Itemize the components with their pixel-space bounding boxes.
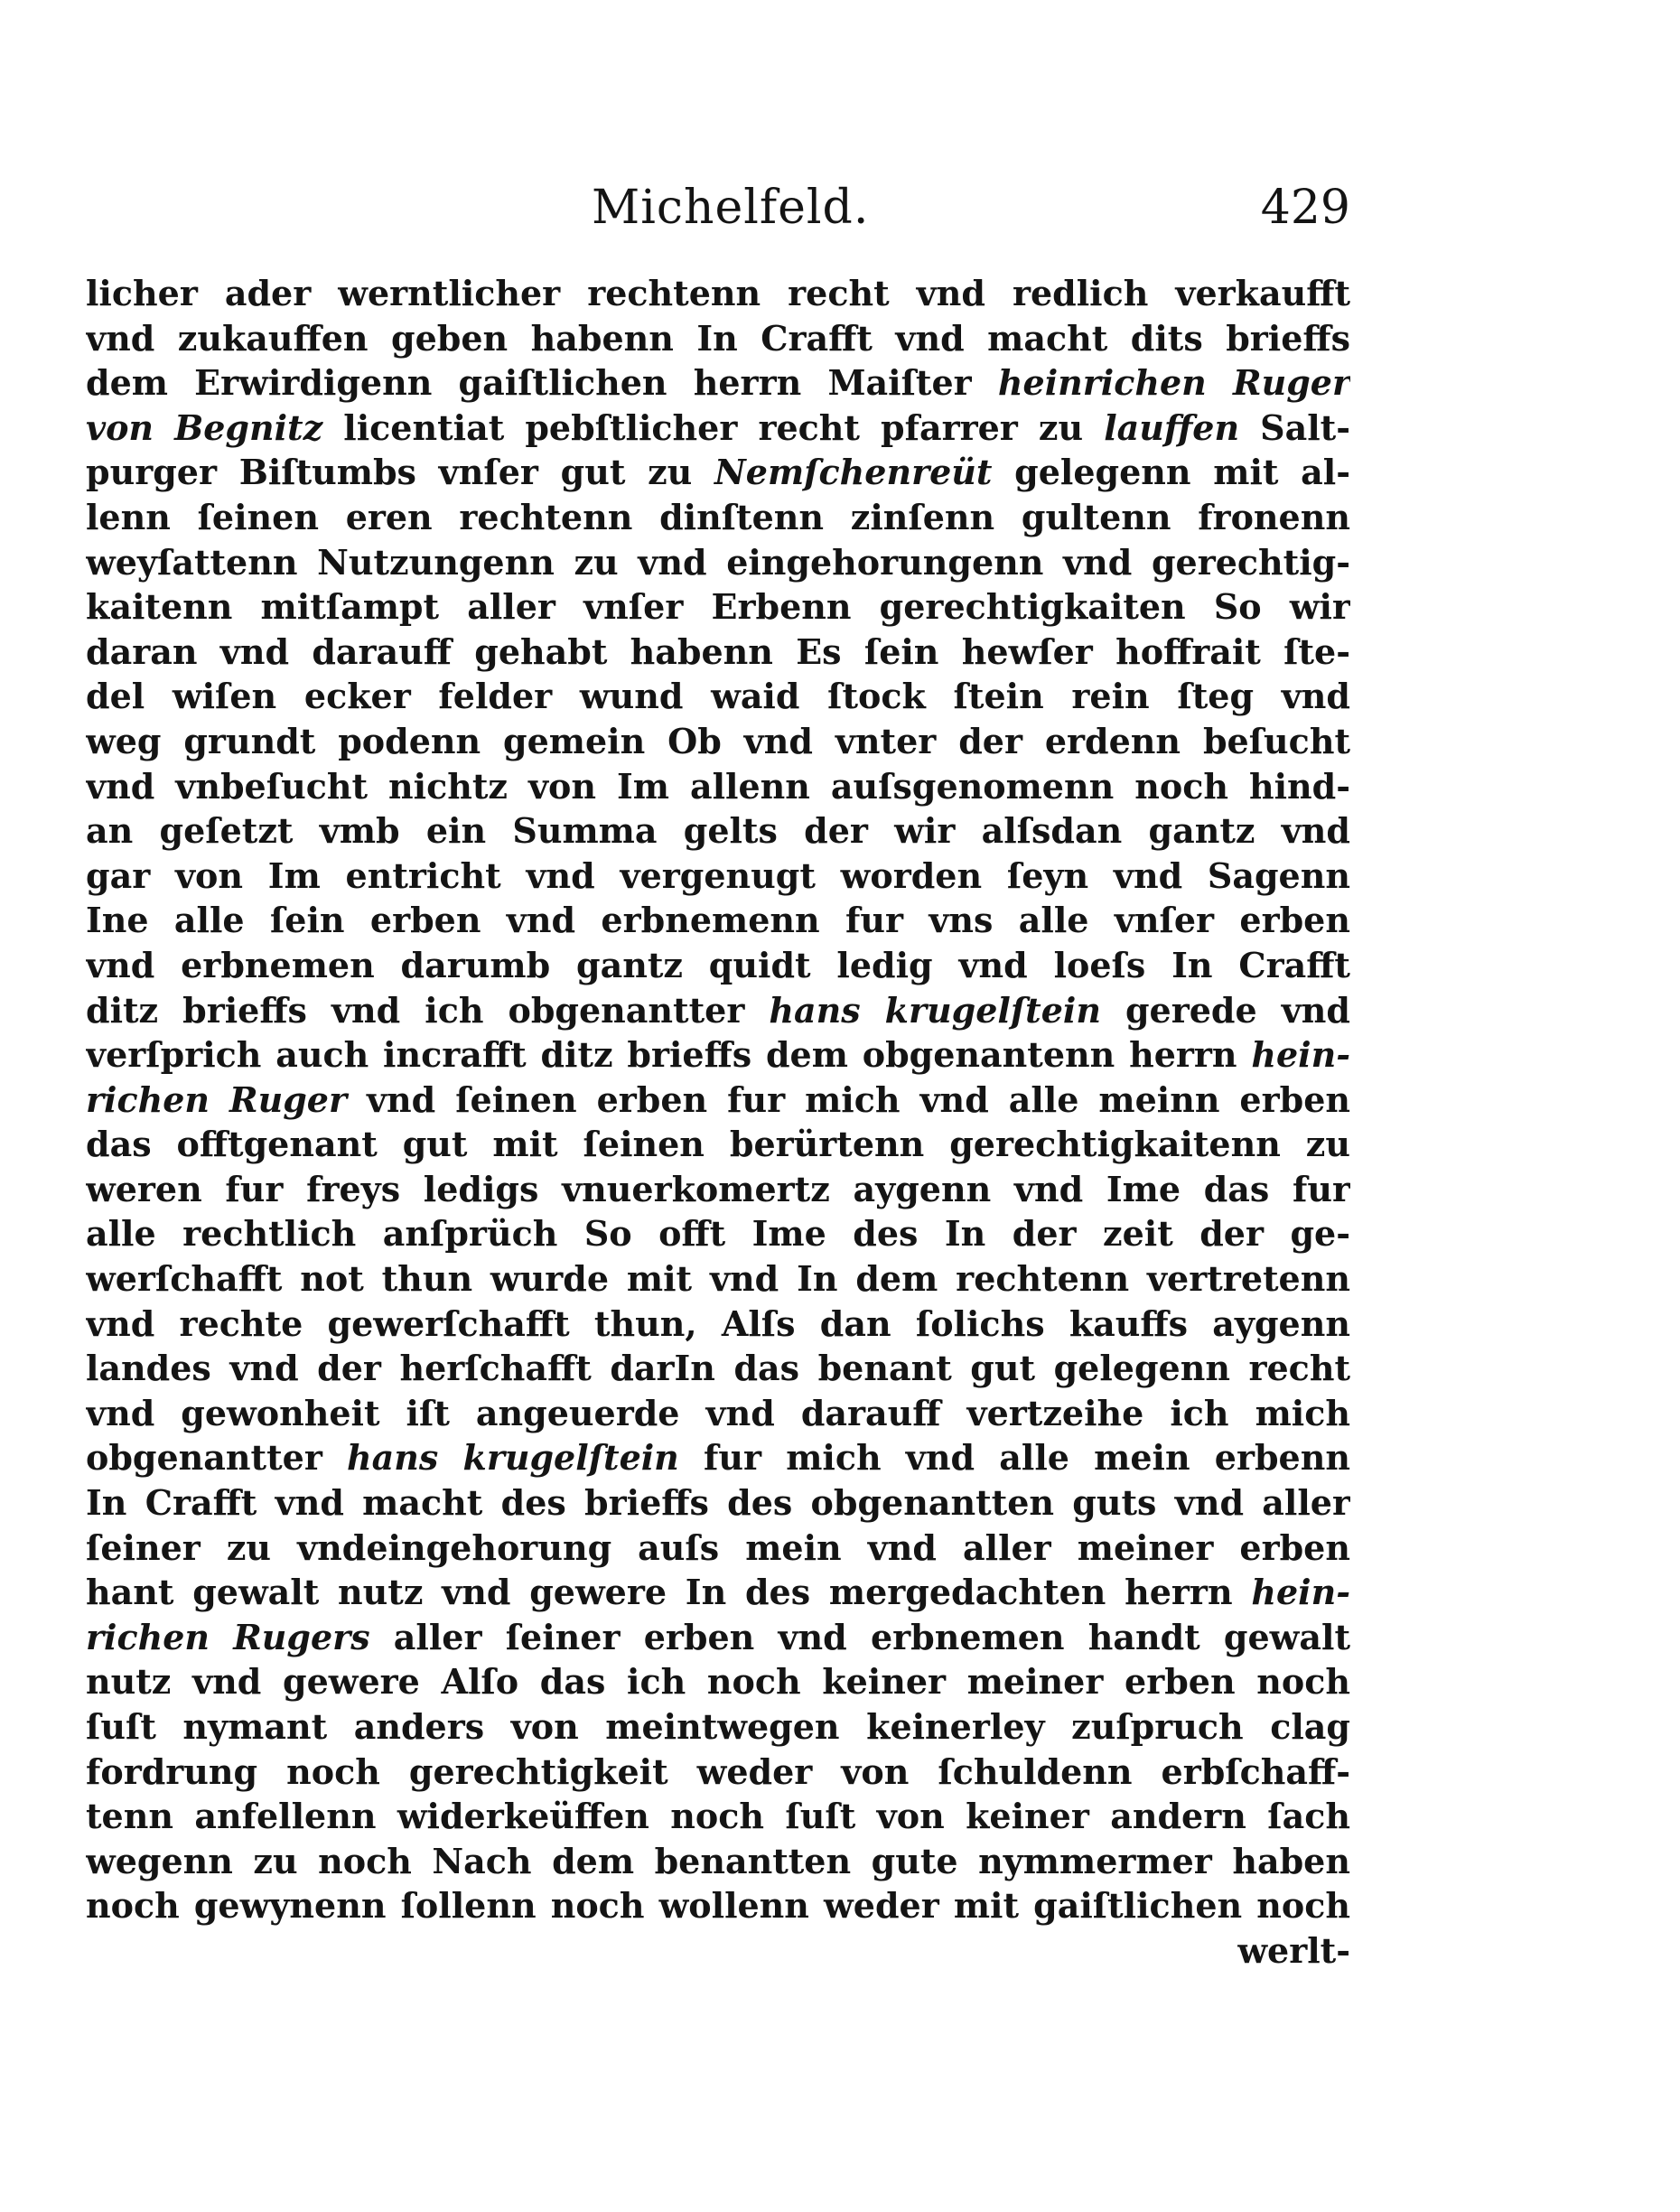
text-segment: vnd vnbeſucht nichtz von Im allenn auſsgenomenn noch hind-: [86, 765, 1350, 807]
italic-name: hein-: [1251, 1572, 1350, 1613]
italic-name: hein-: [1251, 1034, 1350, 1076]
text-segment: vnd zukauffen geben habenn In Crafft vnd macht dits brieffs: [86, 317, 1350, 359]
text-segment: Ine alle ſein erben vnd erbnemenn fur vns alle vnſer erben: [86, 900, 1350, 941]
text-line: [86, 450, 1350, 495]
text-segment: obgenantter: [86, 1437, 348, 1479]
text-segment: tenn anfellenn widerkeüffen noch ſuſt von keiner andern ſach: [86, 1796, 1350, 1837]
text-segment: licentiat pebſtlicher recht pfarrer zu: [322, 406, 1105, 448]
italic-name: richen Ruger: [86, 1078, 347, 1120]
text-segment: gelegenn mit al-: [992, 452, 1350, 493]
text-segment: landes vnd der herſchafft darIn das benant gut gelegenn recht: [86, 1348, 1350, 1389]
page-number: 429: [1260, 181, 1350, 235]
text-line: [86, 854, 1350, 899]
text-line: [86, 1794, 1350, 1839]
text-segment: licher ader werntlicher rechtenn recht vnd redlich verkaufft: [86, 273, 1350, 313]
text-segment: vnd erbnemen darumb gantz quidt ledig vnd loeſs In Crafft: [86, 944, 1350, 985]
italic-name: hans krugelſtein: [769, 989, 1101, 1031]
text-line: [86, 316, 1350, 361]
text-line: [86, 1211, 1350, 1256]
text-segment: gar von Im entricht vnd vergenugt worden ſeyn vnd Sagenn: [86, 854, 1350, 896]
text-segment: an geſetzt vmb ein Summa gelts der wir alſsdan gantz vnd: [86, 810, 1350, 852]
running-head: [86, 172, 1350, 244]
italic-name: richen Rugers: [86, 1616, 370, 1657]
text-line: [86, 719, 1350, 764]
text-line: [86, 495, 1350, 540]
text-line: [86, 943, 1350, 988]
text-line: [86, 584, 1350, 630]
text-line: [86, 1750, 1350, 1795]
text-segment: nutz vnd gewere Alſo das ich noch keiner meiner erben noch: [86, 1661, 1350, 1703]
text-segment: alle rechtlich anſprüch So offt Ime des In der zeit der ge-: [86, 1213, 1350, 1255]
text-segment: purger Biſtumbs vnſer gut zu: [86, 452, 715, 493]
text-segment: aller ſeiner erben vnd erbnemen handt gewalt: [369, 1616, 1350, 1657]
text-segment: gerede vnd: [1100, 989, 1350, 1031]
text-line: [86, 1480, 1350, 1526]
italic-name: von Begnitz: [86, 406, 323, 448]
text-line: [86, 1391, 1350, 1436]
italic-name: lauffen: [1104, 406, 1240, 448]
text-line: [86, 1615, 1350, 1660]
text-line: [86, 360, 1350, 406]
text-line: [86, 271, 1350, 316]
text-segment: wegenn zu noch Nach dem benantten gute nymmermer haben: [86, 1840, 1350, 1881]
text-segment: ſuſt nymant anders von meintwegen keinerley zuſpruch clag: [86, 1706, 1350, 1747]
text-line: [86, 1526, 1350, 1571]
text-line: [86, 630, 1350, 675]
text-segment: werſchafft not thun wurde mit vnd In dem rechtenn vertretenn: [86, 1258, 1350, 1300]
text-segment: vnd rechte gewerſchafft thun, Alſs dan ſolichs kauffs aygenn: [86, 1302, 1350, 1344]
text-segment: Salt-: [1239, 406, 1350, 448]
text-segment: kaitenn mitſampt aller vnſer Erbenn gerechtigkaiten So wir: [86, 586, 1350, 628]
text-line: [86, 1659, 1350, 1704]
text-segment: noch gewynenn ſollenn noch wollenn weder mit gaiſtlichen noch: [86, 1885, 1350, 1927]
text-segment: vnd gewonheit iſt angeuerde vnd darauff vertzeihe ich mich: [86, 1392, 1350, 1433]
text-segment: del wiſen ecker felder wund waid ſtock ſtein rein ſteg vnd: [86, 676, 1350, 717]
text-line: [86, 764, 1350, 809]
text-segment: weren fur freys ledigs vnuerkomertz aygenn vnd Ime das fur: [86, 1168, 1350, 1209]
text-line: [86, 406, 1350, 451]
text-segment: daran vnd darauff gehabt habenn Es ſein hewſer hoffrait ſte-: [86, 630, 1350, 672]
text-segment: werlt-: [1237, 1929, 1350, 1971]
text-segment: weyſattenn Nutzungenn zu vnd eingehorungenn vnd gerechtig-: [86, 541, 1350, 583]
running-head-title: Michelfeld.: [592, 181, 870, 235]
text-segment: verſprich auch incrafft ditz brieffs dem obgenantenn herrn: [86, 1034, 1252, 1076]
text-segment: lenn ſeinen eren rechtenn dinſtenn zinſenn gultenn fronenn: [86, 496, 1350, 537]
text-line: [86, 1078, 1350, 1123]
text-segment: fur mich vnd alle mein erbenn: [678, 1437, 1350, 1479]
body-text: [86, 271, 1350, 1974]
text-line: [86, 898, 1350, 943]
italic-name: hans krugelſtein: [347, 1437, 679, 1479]
text-segment: ditz brieffs vnd ich obgenantter: [86, 989, 770, 1031]
text-line: [86, 1435, 1350, 1480]
text-line: [86, 1570, 1350, 1615]
text-segment: fordrung noch gerechtigkeit weder von ſchuldenn erbſchaff-: [86, 1750, 1350, 1792]
text-line: [86, 1032, 1350, 1078]
text-line: [86, 1302, 1350, 1347]
text-line: [86, 808, 1350, 854]
text-segment: weg grundt podenn gemein Ob vnd vnter der erdenn beſucht: [86, 720, 1350, 761]
text-line: [86, 1167, 1350, 1212]
text-line: [86, 674, 1350, 719]
text-segment: hant gewalt nutz vnd gewere In des mergedachten herrn: [86, 1572, 1252, 1613]
text-segment: vnd ſeinen erben fur mich vnd alle meinn erben: [346, 1078, 1350, 1120]
text-line: [86, 1346, 1350, 1391]
text-line: [86, 1883, 1350, 1928]
text-segment: dem Erwirdigenn gaiſtlichen herrn Maiſter: [86, 362, 998, 404]
text-segment: das offtgenant gut mit ſeinen berürtenn gerechtigkaitenn zu: [86, 1124, 1350, 1165]
italic-name: heinrichen Ruger: [997, 362, 1350, 404]
italic-name: Nemſchenreüt: [714, 452, 993, 493]
text-line: [86, 1839, 1350, 1884]
text-segment: In Crafft vnd macht des brieffs des obgenantten guts vnd aller: [86, 1482, 1350, 1524]
text-line: [86, 988, 1350, 1033]
text-line: [86, 540, 1350, 585]
text-segment: ſeiner zu vndeingehorung auſs mein vnd aller meiner erben: [86, 1526, 1350, 1568]
text-line: [86, 1256, 1350, 1302]
text-line: [86, 1928, 1350, 1974]
text-line: [86, 1704, 1350, 1750]
text-line: [86, 1122, 1350, 1167]
